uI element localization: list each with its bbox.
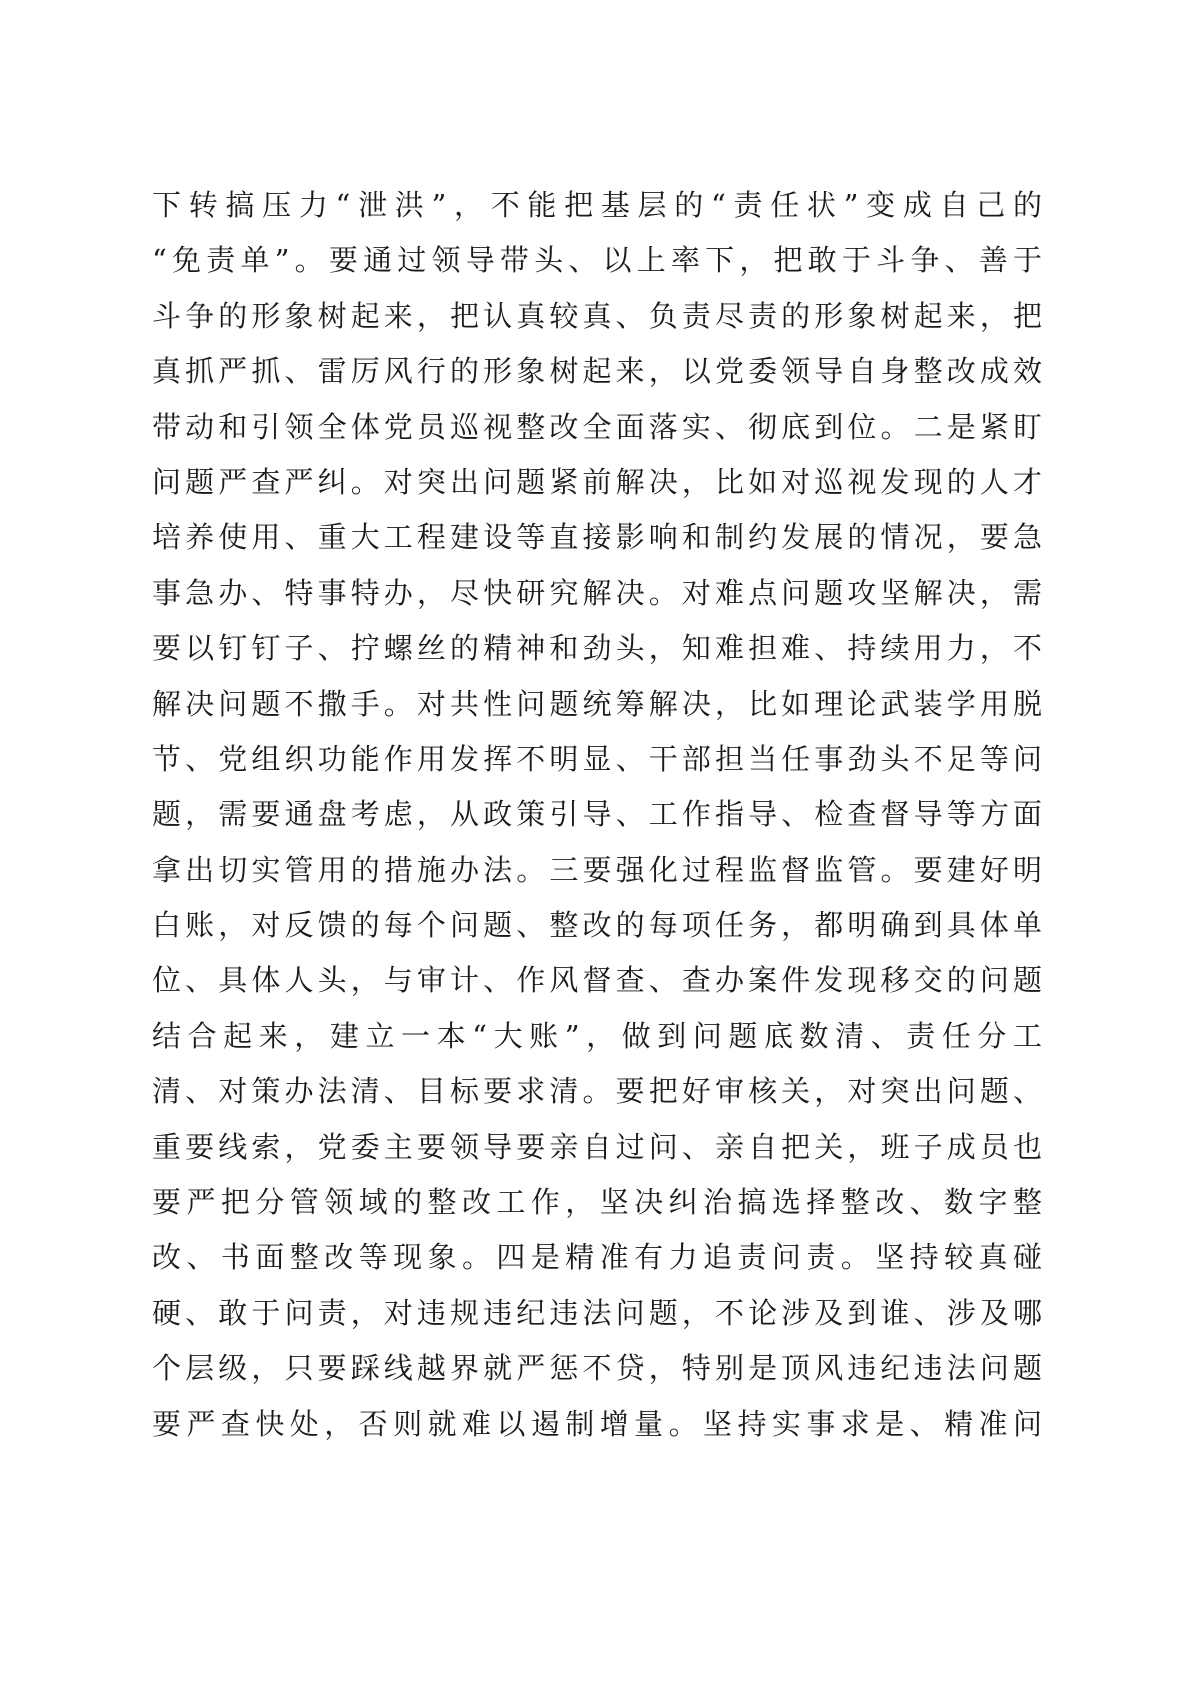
text-line: 拿出切实管用的措施办法。三要强化过程监督监管。要建好明 (152, 852, 1042, 887)
text-line: 要严查快处，否则就难以遏制增量。坚持实事求是、精准问 (152, 1406, 1042, 1441)
text-line: 斗争的形象树起来，把认真较真、负责尽责的形象树起来，把 (152, 298, 1042, 333)
text-line: 硬、敢于问责，对违规违纪违法问题，不论涉及到谁、涉及哪 (152, 1295, 1042, 1330)
text-line: 培养使用、重大工程建设等直接影响和制约发展的情况，要急 (152, 520, 1042, 555)
text-line: 清、对策办法清、目标要求清。要把好审核关，对突出问题、 (152, 1074, 1042, 1109)
text-line: 重要线索，党委主要领导要亲自过问、亲自把关，班子成员也 (152, 1129, 1042, 1164)
text-line: 位、具体人头，与审计、作风督查、查办案件发现移交的问题 (152, 963, 1042, 998)
text-line: 解决问题不撒手。对共性问题统筹解决，比如理论武装学用脱 (152, 686, 1042, 721)
text-line: 结合起来，建立一本“大账”，做到问题底数清、责任分工 (152, 1018, 1042, 1053)
text-line: 改、书面整改等现象。四是精准有力追责问责。坚持较真碰 (152, 1240, 1042, 1275)
text-line: 真抓严抓、雷厉风行的形象树起来，以党委领导自身整改成效 (152, 354, 1042, 389)
text-line: 白账，对反馈的每个问题、整改的每项任务，都明确到具体单 (152, 908, 1042, 943)
text-line: 要以钉钉子、拧螺丝的精神和劲头，知难担难、持续用力，不 (152, 631, 1042, 666)
text-line: 带动和引领全体党员巡视整改全面落实、彻底到位。二是紧盯 (152, 409, 1042, 444)
text-line: 个层级，只要踩线越界就严惩不贷，特别是顶风违纪违法问题 (152, 1351, 1042, 1386)
text-line: 下转搞压力“泄洪”，不能把基层的“责任状”变成自己的 (152, 188, 1042, 222)
body-paragraph (152, 178, 1042, 1452)
text-line: 节、党组织功能作用发挥不明显、干部担当任事劲头不足等问 (152, 741, 1042, 776)
text-line: “免责单”。要通过领导带头、以上率下，把敢于斗争、善于 (152, 243, 1042, 278)
text-line: 题，需要通盘考虑，从政策引导、工作指导、检查督导等方面 (152, 797, 1042, 832)
text-line: 问题严查严纠。对突出问题紧前解决，比如对巡视发现的人才 (152, 464, 1042, 499)
text-line: 事急办、特事特办，尽快研究解决。对难点问题攻坚解决，需 (152, 575, 1042, 610)
text-line: 要严把分管领域的整改工作，坚决纠治搞选择整改、数字整 (152, 1185, 1042, 1220)
